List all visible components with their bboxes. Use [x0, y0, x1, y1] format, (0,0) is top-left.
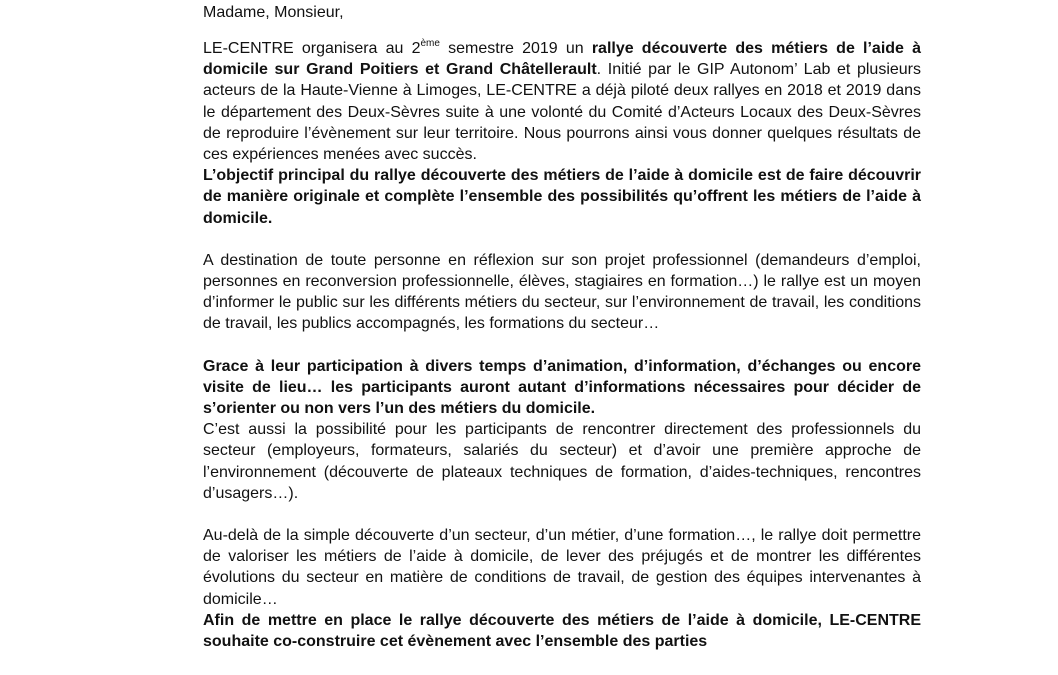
paragraph-beyond-discovery: Au-delà de la simple découverte d’un secteur, d’un métier, d’une formation…, le rallye doit permettre de valoriser les métiers de l’aide à domicile, de lever des préjugés et de montrer les différentes évolutions du secteur en matière de conditions de travail, de gestion des équipes intervenantes à domicile… [203, 527, 921, 608]
intro-text-start: LE-CENTRE organisera au 2 [203, 40, 421, 57]
paragraph-intro [203, 38, 921, 165]
paragraph-meet-professionals: C’est aussi la possibilité pour les participants de rencontrer directement des professionnels du secteur (employeurs, formateurs, salariés du secteur) et d’avoir une première approche de l’environnement (découverte de plateaux techniques de formation, d’aides-techniques, rencontres d’usagers…). [203, 421, 921, 502]
paragraph-audience: A destination de toute personne en réflexion sur son projet professionnel (demandeurs d’emploi, personnes en reconversion professionnelle, élèves, stagiaires en formation…) le rallye est un moyen d’informer le public sur les différents métiers du secteur, sur l’environnement de travail, les conditions de travail, les publics accompagnés, les formations du secteur… [203, 251, 921, 333]
intro-superscript: ème [420, 38, 440, 49]
participation-bold-text: Grace à leur participation à divers temps d’animation, d’information, d’échanges ou encore visite de lieu… les participants auront autant d’informations nécessaires pour décider de s’orienter ou non vers l’un des métiers du domicile. [203, 357, 921, 418]
intro-text-end: . Initié par le GIP Autonom’ Lab et plusieurs acteurs de la Haute-Vienne à Limoges, LE-CENTRE a déjà piloté deux rallyes en 2018 et 2019 dans le département des Deux-Sèvres suite à une volonté du Comité d’Acteurs Locaux des Deux-Sèvres de reproduire l’évènement sur leur territoire. Nous pourrons ainsi vous donner quelques résultats de ces expériences menées avec succès. [203, 61, 922, 164]
paragraph-participation [203, 356, 921, 420]
intro-text-mid: semestre 2019 un [439, 40, 592, 57]
salutation: Madame, Monsieur, [203, 4, 344, 21]
paragraph-objective [203, 165, 921, 229]
co-construct-bold-text: Afin de mettre en place le rallye découverte des métiers de l’aide à domicile, LE-CENTRE souhaite co-construire cet évènement avec l’ensemble des parties [203, 611, 921, 651]
intro-bold-text: rallye découverte des métiers de l’aide à domicile sur Grand Poitiers et Grand Châtellerault [203, 40, 922, 79]
paragraph-co-construct [203, 610, 921, 652]
objective-bold-text: L’objectif principal du rallye découverte des métiers de l’aide à domicile est de faire découvrir de manière originale et complète l’ensemble des possibilités qu’offrent les métiers de l’aide à domicile. [203, 167, 921, 227]
